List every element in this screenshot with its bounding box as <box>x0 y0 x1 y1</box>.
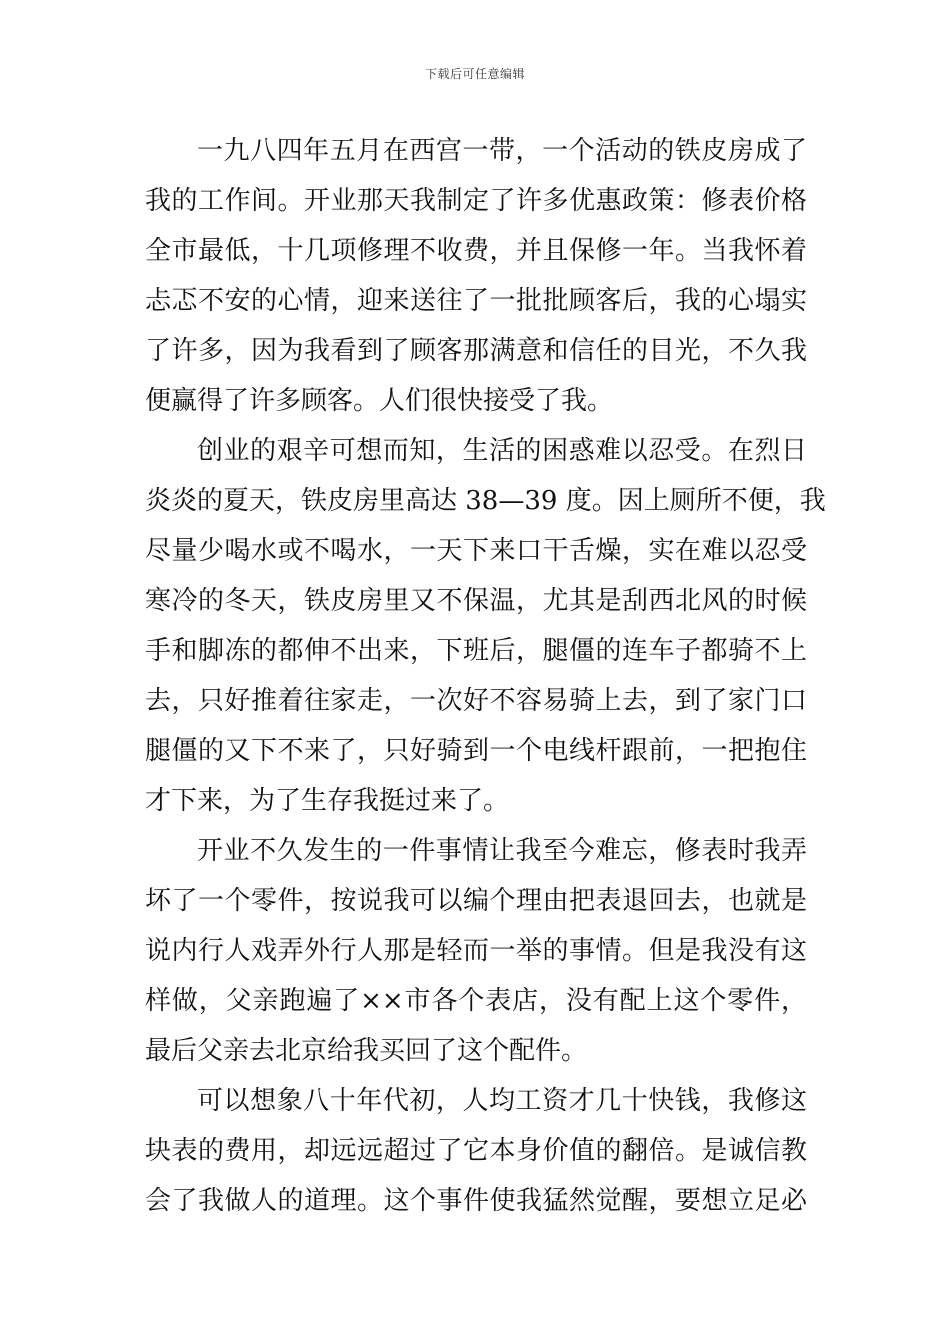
text-line: 腿僵的又下不来了，只好骑到一个电线杆跟前，一把抱住 <box>145 736 807 766</box>
text-line: 一九八四年五月在西宫一带，一个活动的铁皮房成了 <box>197 136 807 166</box>
text-line: 便赢得了许多顾客。人们很快接受了我。 <box>145 386 614 416</box>
text-line: 最后父亲去北京给我买回了这个配件。 <box>145 1036 588 1066</box>
text-line: 坏了一个零件，按说我可以编个理由把表退回去，也就是 <box>145 886 807 916</box>
text-line: 去，只好推着往家走，一次好不容易骑上去，到了家门口 <box>145 686 807 716</box>
paragraph-4 <box>145 1076 807 1226</box>
text-line: 才下来，为了生存我挺过来了。 <box>145 786 510 816</box>
paragraph-2 <box>145 426 826 826</box>
text-line: 说内行人戏弄外行人那是轻而一举的事情。但是我没有这 <box>145 936 807 966</box>
text-line: 忐忑不安的心情，迎来送往了一批批顾客后，我的心塌实 <box>145 286 807 316</box>
text-line: 寒冷的冬天，铁皮房里又不保温，尤其是刮西北风的时候 <box>145 586 807 616</box>
document-body <box>145 126 826 1226</box>
text-line: 创业的艰辛可想而知，生活的困惑难以忍受。在烈日 <box>197 436 807 466</box>
paragraph-1 <box>145 126 807 426</box>
page-header: 下载后可任意编辑 <box>424 67 525 81</box>
text-line: 会了我做人的道理。这个事件使我猛然觉醒，要想立足必 <box>145 1186 807 1216</box>
text-line: 块表的费用，却远远超过了它本身价值的翻倍。是诚信教 <box>145 1136 807 1166</box>
text-line: 样做，父亲跑遍了××市各个表店，没有配上这个零件， <box>145 986 807 1016</box>
text-line: 可以想象八十年代初，人均工资才几十快钱，我修这 <box>197 1086 807 1116</box>
text-line: 尽量少喝水或不喝水，一天下来口干舌燥，实在难以忍受 <box>145 536 807 566</box>
paragraph-3 <box>145 826 807 1076</box>
text-line: 炎炎的夏天，铁皮房里高达 38—39 度。因上厕所不便，我 <box>145 486 826 516</box>
text-line: 全市最低，十几项修理不收费，并且保修一年。当我怀着 <box>145 236 807 266</box>
text-line: 手和脚冻的都伸不出来，下班后，腿僵的连车子都骑不上 <box>145 636 807 666</box>
text-line: 我的工作间。开业那天我制定了许多优惠政策：修表价格 <box>145 186 807 216</box>
text-line: 了许多，因为我看到了顾客那满意和信任的目光，不久我 <box>145 336 807 366</box>
text-line: 开业不久发生的一件事情让我至今难忘，修表时我弄 <box>197 836 807 866</box>
